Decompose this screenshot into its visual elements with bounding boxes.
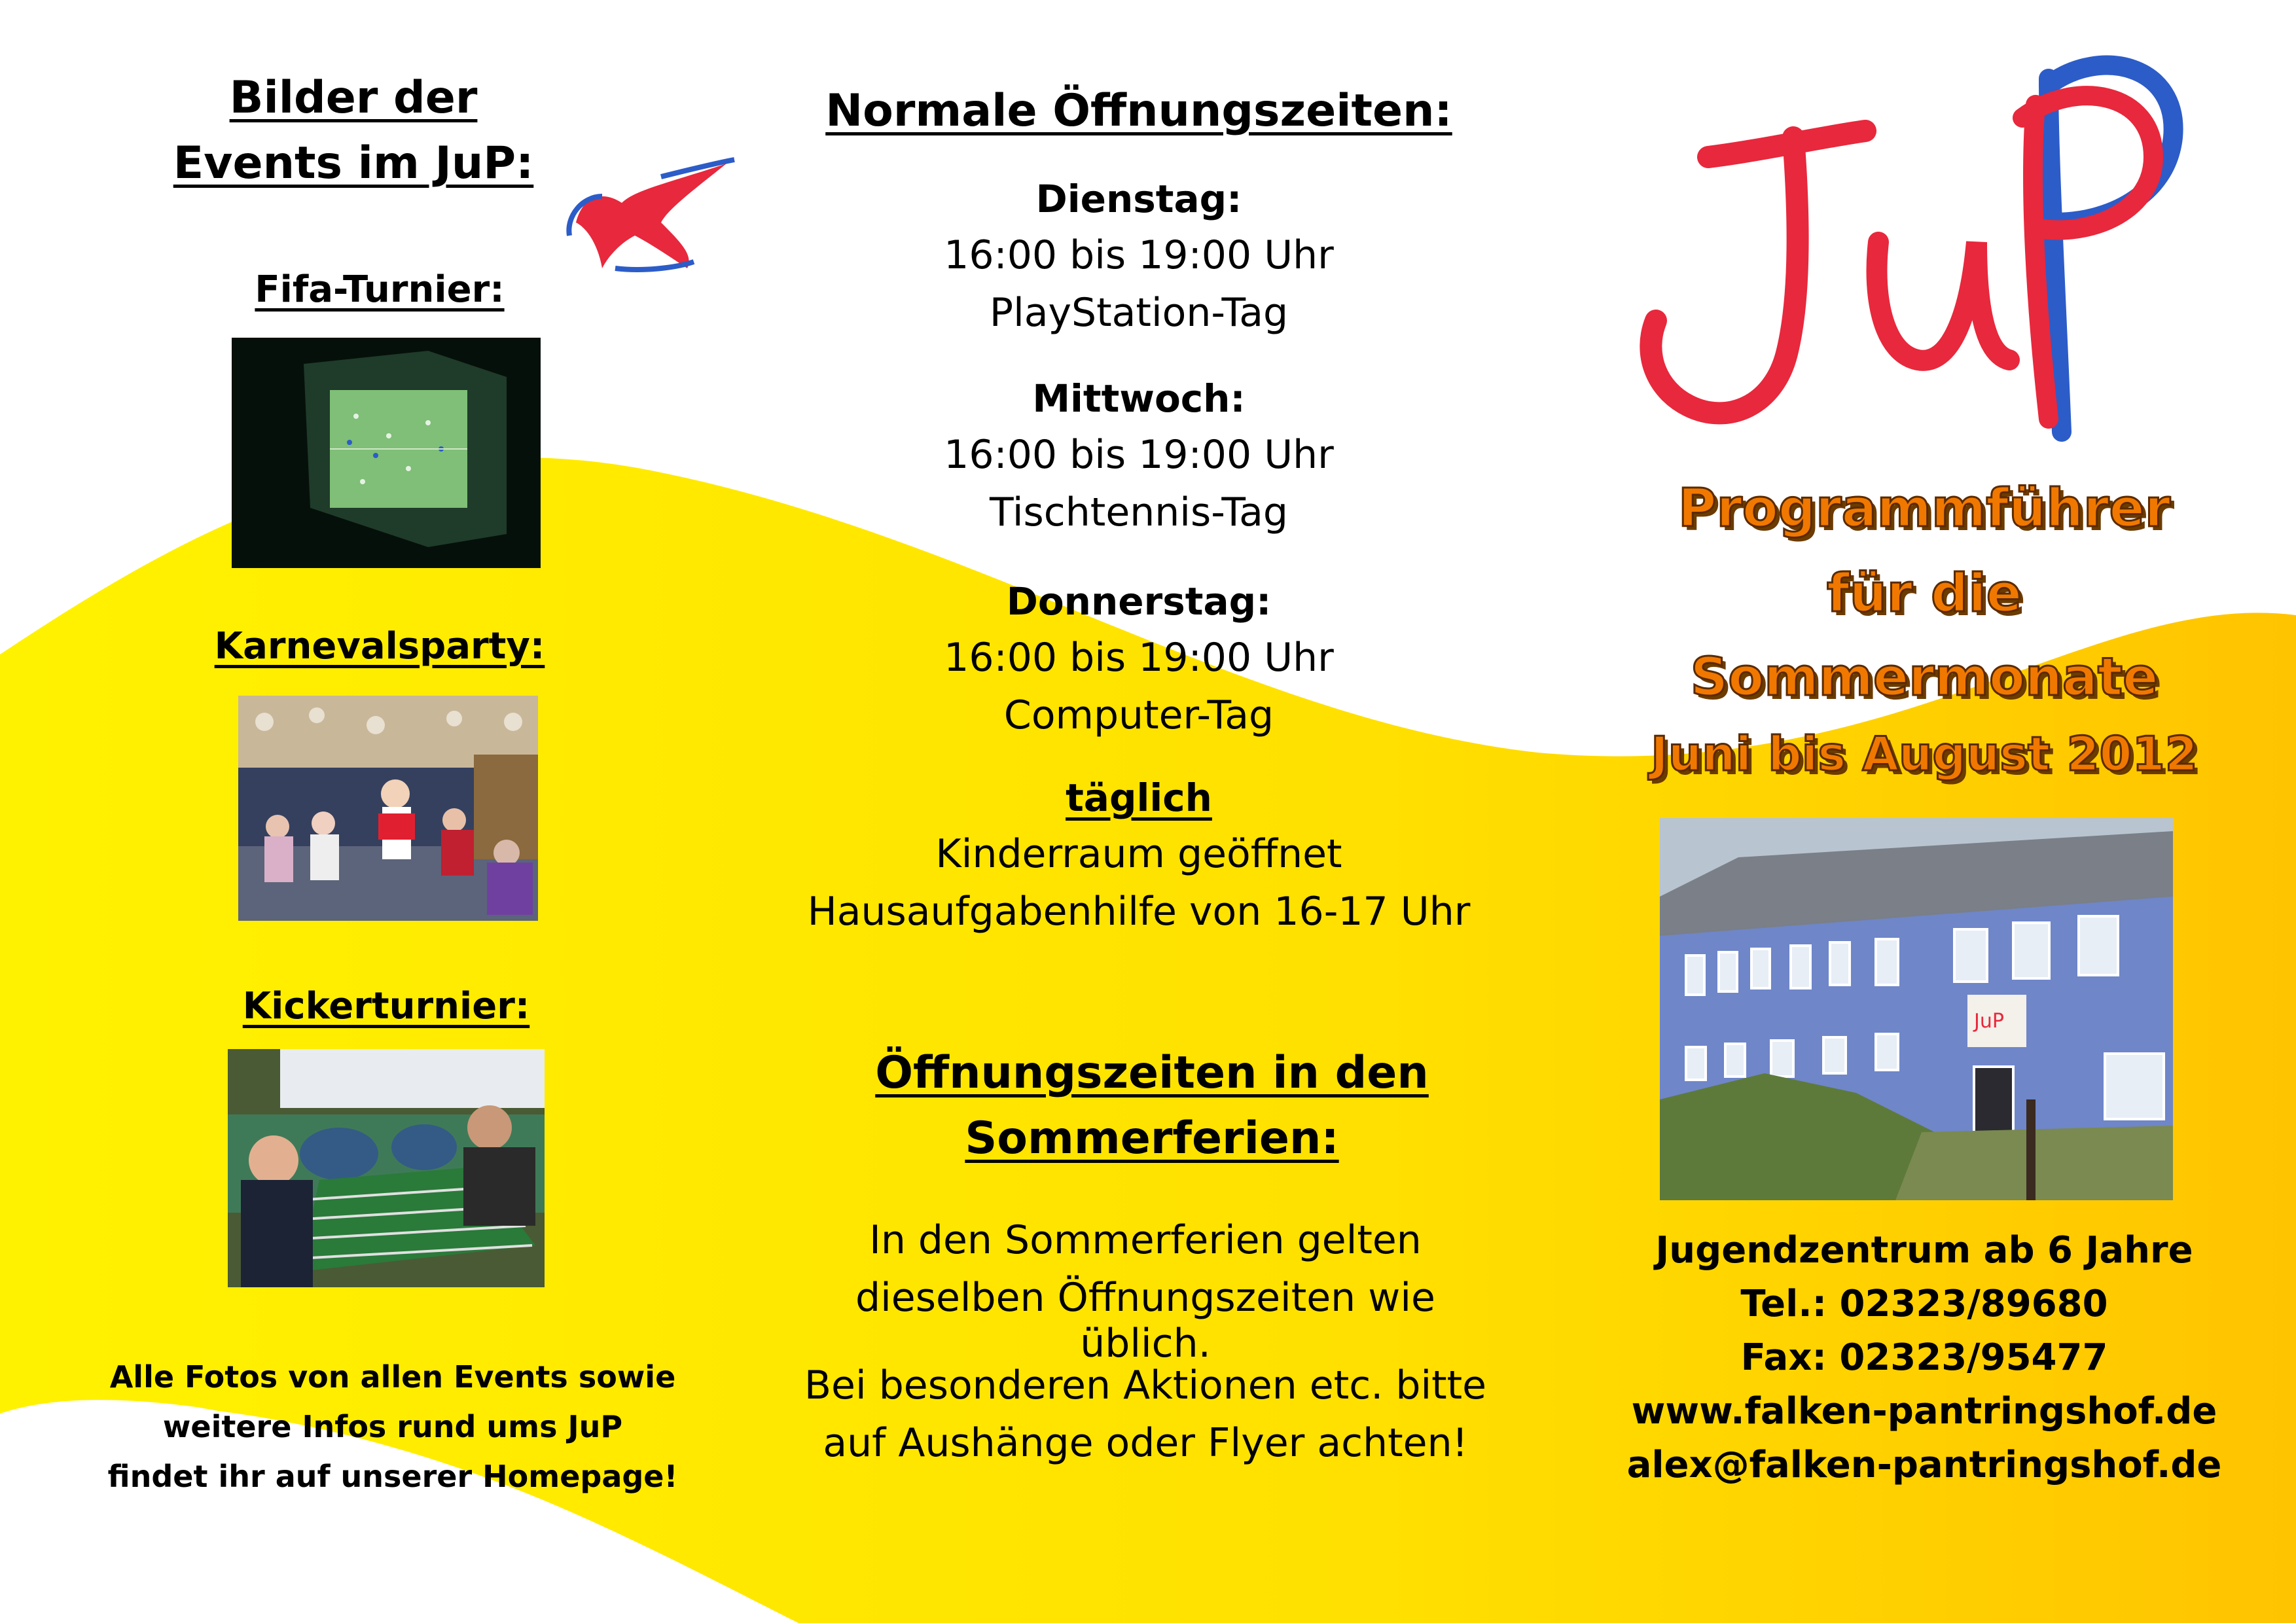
activity-thursday: Computer-Tag (1003, 692, 1274, 738)
summer-heading-line2: Sommerferien: (965, 1113, 1339, 1164)
event-label-karneval: Karnevalsparty: (214, 625, 545, 668)
time-wednesday: 16:00 bis 19:00 Uhr (944, 432, 1334, 478)
left-title-line2: Events im JuP: (173, 137, 534, 189)
kicker-tournament-photo (228, 1049, 545, 1287)
left-title-line1: Bilder der (229, 72, 478, 124)
contact-web[interactable]: www.falken-pantringshof.de (1631, 1390, 2217, 1433)
promo-line2: für die (1826, 563, 2022, 624)
promo-line1: Programmführer (1677, 478, 2171, 539)
fifa-tournament-photo (232, 338, 541, 568)
time-tuesday: 16:00 bis 19:00 Uhr (944, 232, 1334, 278)
activity-tuesday: PlayStation-Tag (989, 290, 1289, 336)
promo-line4: Juni bis August 2012 (1651, 726, 2198, 781)
youth-center-building-photo (1660, 818, 2173, 1200)
contact-line1: Jugendzentrum ab 6 Jahre (1655, 1229, 2193, 1272)
summer-text1-line2: dieselben Öffnungszeiten wie üblich. (855, 1275, 1435, 1366)
promo-line3: Sommermonate (1690, 647, 2159, 707)
contact-email[interactable]: alex@falken-pantringshof.de (1626, 1444, 2222, 1486)
daily-line1: Kinderraum geöffnet (935, 831, 1342, 877)
day-thursday: Donnerstag: (1006, 579, 1272, 624)
summer-text2-line2: auf Aushänge oder Flyer achten! (823, 1420, 1468, 1466)
svg-text:JuP: JuP (1974, 1010, 2004, 1033)
daily-label: täglich (1066, 776, 1212, 820)
contact-fax: Fax: 02323/95477 (1740, 1336, 2108, 1379)
karneval-party-photo (238, 696, 538, 921)
left-footer-line2: weitere Infos rund ums JuP (162, 1409, 623, 1444)
summer-text1-line1: In den Sommerferien gelten (869, 1217, 1422, 1263)
left-footer-line3: findet ihr auf unserer Homepage! (107, 1459, 678, 1494)
activity-wednesday: Tischtennis-Tag (990, 490, 1288, 535)
falcon-bird-icon (563, 151, 740, 275)
event-label-kicker: Kickerturnier: (242, 985, 530, 1027)
left-footer-line1: Alle Fotos von allen Events sowie (109, 1359, 676, 1395)
summer-heading-line1: Öffnungszeiten in den (875, 1047, 1429, 1099)
summer-text2-line1: Bei besonderen Aktionen etc. bitte (804, 1363, 1487, 1408)
day-wednesday: Mittwoch: (1032, 376, 1246, 421)
contact-tel: Tel.: 02323/89680 (1740, 1283, 2108, 1325)
daily-line2: Hausaufgabenhilfe von 16-17 Uhr (807, 889, 1471, 935)
day-tuesday: Dienstag: (1035, 177, 1242, 221)
jup-logo (1630, 26, 2193, 445)
time-thursday: 16:00 bis 19:00 Uhr (944, 635, 1334, 681)
normal-hours-heading: Normale Öffnungszeiten: (825, 85, 1452, 137)
event-label-fifa: Fifa-Turnier: (255, 268, 505, 311)
